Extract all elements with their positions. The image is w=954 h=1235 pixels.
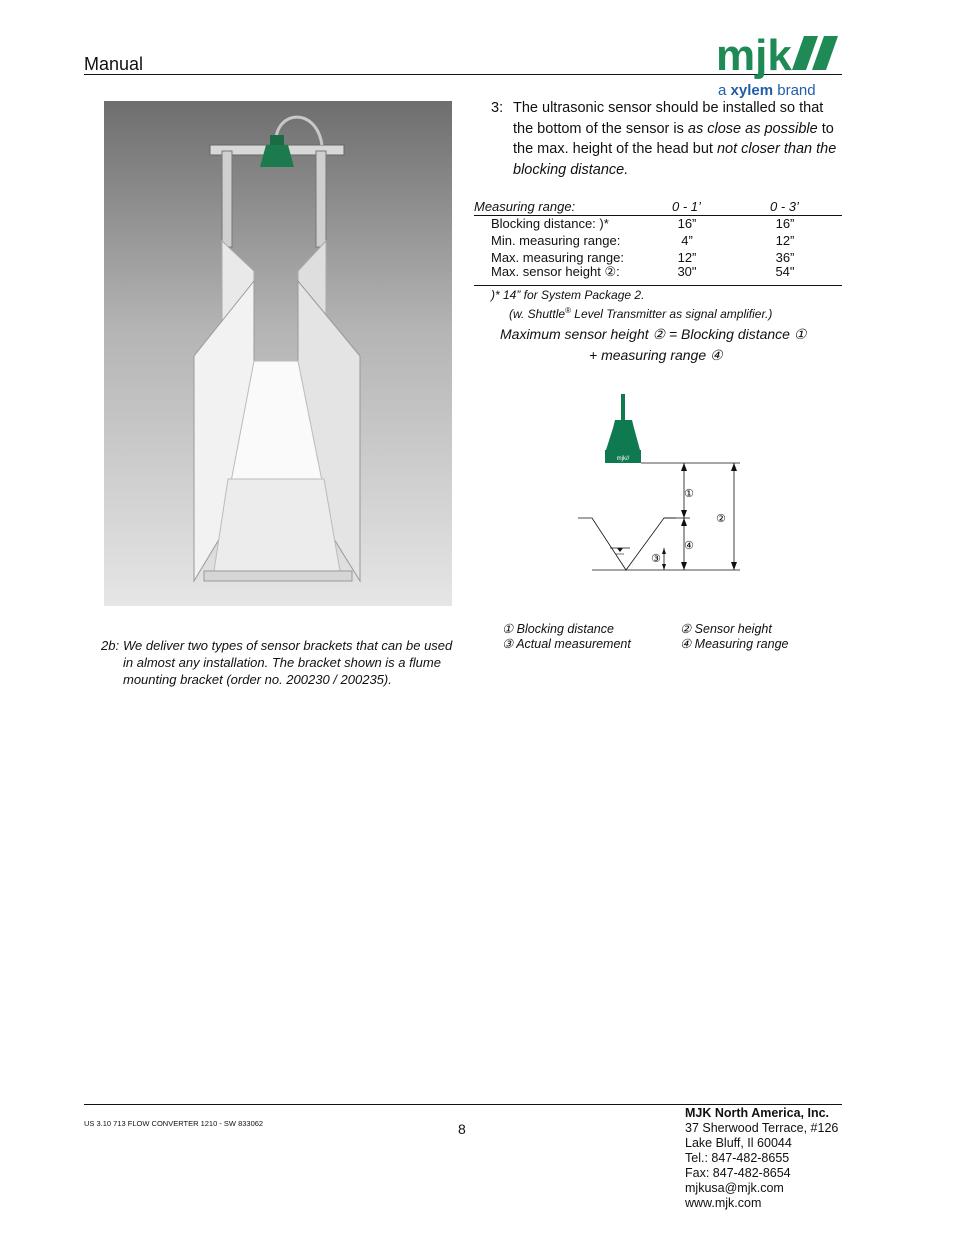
caption-text: We deliver two types of sensor brackets that can be used in almost any installation. The bracket shown is a flume mounting bracket (order no. 200230 / 200235). [123, 638, 453, 687]
step-3-paragraph [491, 98, 843, 180]
table-row: Min. measuring range: 4” 12” [491, 233, 795, 248]
legend-blocking: ① Blocking distance [502, 622, 614, 636]
table-footnote: )* 14” for System Package 2. (w. Shuttle® Level Transmitter as signal amplifier.) [491, 288, 773, 321]
photo-caption [101, 637, 457, 688]
caption-number: 2b: [101, 638, 120, 653]
table-bottom-rule [474, 285, 842, 286]
legend-measuring: ④ Measuring range [680, 637, 789, 651]
formula-line-2: + measuring range ④ [589, 347, 723, 363]
marker-2: ② [716, 512, 726, 525]
document-code: US 3.10 713 FLOW CONVERTER 1210 - SW 833062 [84, 1119, 264, 1128]
table-row: Blocking distance: )* 16” 16” [491, 216, 795, 231]
table-row: Max. sensor height ②: 30" 54" [491, 264, 795, 279]
marker-1: ① [684, 487, 694, 500]
legend-actual: ③ Actual measurement [502, 637, 631, 651]
legend-sensor-height: ② Sensor height [680, 622, 772, 636]
table-row: Max. measuring range: 12” 36” [491, 250, 795, 265]
step-text: The ultrasonic sensor should be installed so that the bottom of the sensor is as close as possible to the max. height of the head but not closer than the blocking distance. [513, 100, 837, 178]
sensor-height-diagram [570, 390, 770, 580]
formula-line-1: Maximum sensor height ② = Blocking distance ① [500, 326, 807, 342]
footer-divider [84, 1104, 842, 1105]
logo-tagline: a xylem brand [718, 82, 816, 99]
page-title: Manual [84, 54, 144, 74]
logo-wordmark: mjk [716, 31, 792, 80]
table-header: Measuring range: 0 - 1’ 0 - 3’ [474, 199, 842, 216]
marker-3: ③ [651, 552, 661, 565]
sensor-label: mjk// [616, 456, 630, 462]
marker-4: ④ [684, 539, 694, 552]
company-address: MJK North America, Inc. 37 Sherwood Terrace, #126 Lake Bluff, Il 60044 Tel.: 847-482-8655 Fax: 847-482-8654 mjkusa@mjk.com www.mjk.com [685, 1106, 839, 1210]
flume-bracket-photo [104, 101, 452, 606]
step-number: 3: [491, 100, 504, 116]
measuring-range-table [474, 199, 842, 286]
page-number: 8 [458, 1121, 466, 1137]
